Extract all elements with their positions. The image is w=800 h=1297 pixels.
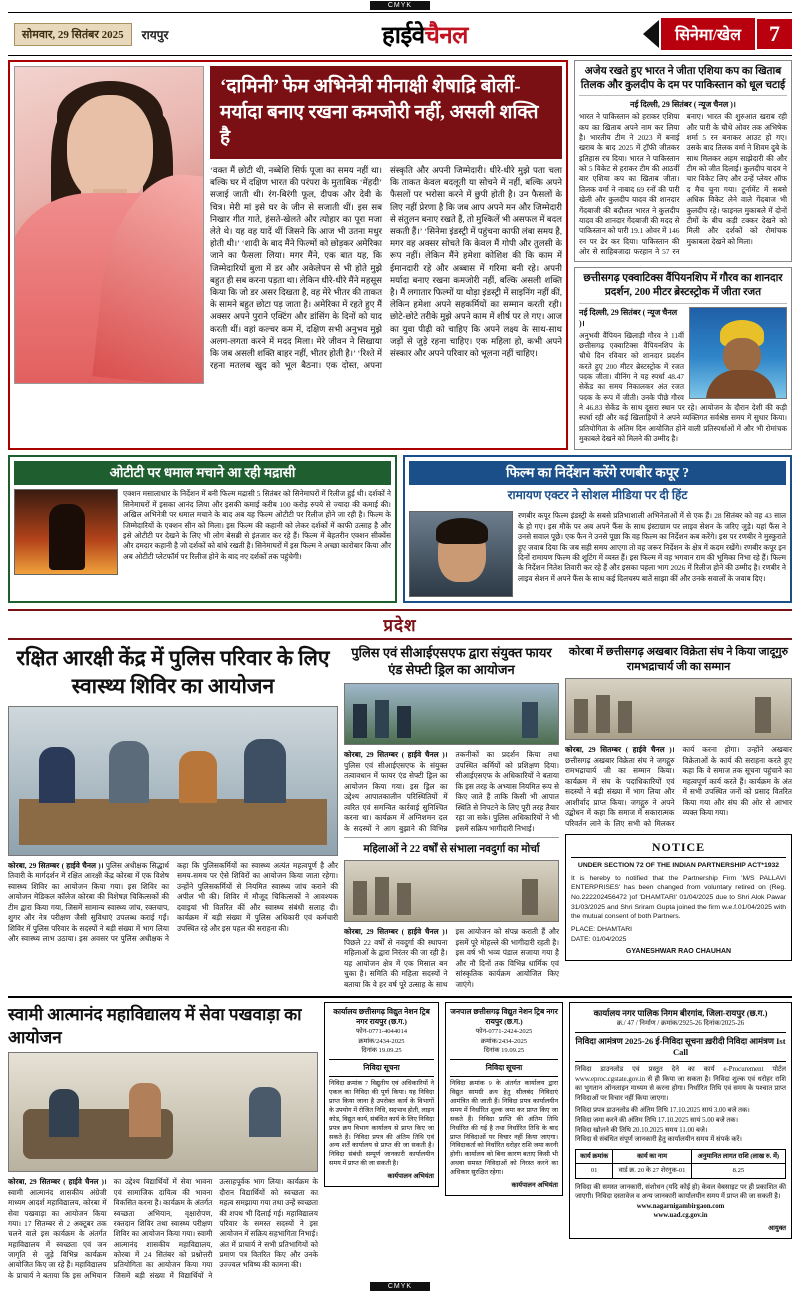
movie-ott-article — [8, 455, 397, 604]
photo-shape-table — [19, 799, 327, 845]
right-column — [574, 60, 792, 450]
college-dateline: कोरबा, 29 सितम्बर ( हाईवे चैनल )। — [8, 1177, 107, 1187]
municipal-tender-ad — [569, 1002, 792, 1281]
pradesh-right-headline: कोरबा में छत्तीसगढ़ अखबार विक्रेता संघ ने किया जादूगुरु रामभद्राचार्य जी का सम्मान — [568, 646, 789, 673]
photo-shape-woman-1 — [353, 881, 367, 915]
notice-subtitle: UNDER SECTION 72 OF THE INDIAN PARTNERSHIP ACT*1932 — [577, 862, 780, 870]
photo-shape-officer-3 — [397, 706, 411, 738]
notice-date: DATE: 01/04/2025 — [571, 935, 627, 943]
pradesh-section-band — [8, 609, 792, 640]
tender-body: निविदा डाउनलोड एवं प्रस्तुत देने का कार्य e-Procurement पोर्टल www.eproc.cgstate.gov.in से ही किया जा सकता है। निविदा शुल्क एवं धरोहर राशि का भुगतान ऑनलाइन माध्यम से करना होगा। निर्धारित तिथि एवं समय के पश्चात प्राप्त निविदाओं पर विचार नहीं किया जाएगा। — [575, 1066, 786, 1102]
ad-mid-phone: फोन-0771-2424-2025 — [475, 1028, 533, 1036]
table-cell: वार्ड क्र. 20 के 27 शेरनुक-01 — [613, 1164, 692, 1179]
section-label: सिनेमा/खेल — [661, 18, 755, 50]
movie-ranbir-inner — [409, 511, 786, 597]
issue-date: सोमवार, 29 सितंबर 2025 — [14, 23, 132, 46]
ad-mid-body: निविदा क्रमांक 9 के अंतर्गत कार्यालय द्वारा विद्युत सामग्री क्रय हेतु सीलबंद निविदाएं आमंत्रित की जाती हैं। निविदा प्रपत्र कार्यालयीन समय में निर्धारित शुल्क जमा कर प्राप्त किए जा सकते हैं। निविदा प्राप्ति की अंतिम तिथि निर्धारित की गई है तथा निर्धारित तिथि के बाद प्राप्त निविदाओं पर विचार नहीं किया जाएगा। निविदाकर्ता को निर्धारित धरोहर राशि जमा करनी होगी। कार्यालय को बिना कारण बताए किसी भी अथवा समस्त निविदाओं को निरस्त करने का अधिकार सुरक्षित रहेगा। — [450, 1079, 558, 1177]
tender-website-1[interactable]: www.nagarnigambirgaon.com — [636, 1202, 725, 1210]
movie-ott-headline: ओटीटी पर धमाल मचाने आ रही मद्रासी — [14, 461, 391, 486]
logo-main: हाईवे — [382, 22, 425, 49]
notice-body: It is hereby to notified that the Partnership Firm 'M/S PALLAVI ENTERPRISES' has been changed from voluntary retired on (Reg. No.222202456472 )of 'DHAMTARI' 01/04/2025 due to Shri Alok Pawar 31/03/2025 and Shri Sriram Gupta joined the firm w.e.f.01/04/2025 with the mutual consent of both Partners. — [571, 874, 786, 921]
masthead-left — [8, 13, 308, 55]
divider — [575, 1061, 786, 1062]
photo-shape-swimmer-body — [706, 370, 776, 399]
swimming-headline: छत्तीसगढ़ एक्वाटिक्स वैंपियनशिप में गौरव का शानदार प्रदर्शन, 200 मीटर ब्रेस्टस्ट्रोक में जीता रजत — [579, 272, 787, 303]
tender-website-2[interactable]: www.uad.cg.gov.in — [653, 1212, 708, 1220]
ad-left-refno: क्रमांक/2434-2025 — [358, 1037, 405, 1045]
ad-mid-office: जनपाल छत्तीसगढ़ विद्युत नेशन ट्रिब नगर रायपुर (छ.ग.) — [450, 1007, 558, 1027]
pradesh-row — [8, 645, 792, 990]
cmyk-label-bottom: CMYK — [370, 1282, 430, 1291]
pradesh-right-text — [565, 745, 792, 829]
tender-box — [569, 1002, 792, 1239]
movie-ranbir-article — [403, 455, 792, 604]
tender-office: कार्यालय नगर पालिक निगम बीरगांव, जिला-रायपुर (छ.ग.) — [593, 1008, 768, 1019]
navdurga-text — [344, 927, 559, 990]
actress-photo — [14, 66, 204, 384]
tender-line-3: निविदा खोलने की तिथि 20.10.2025 समय 11.00 बजे। — [575, 1126, 708, 1134]
ad-left-body: निविदा क्रमांक 7 विद्युतीय एवं अधिकारियों ने एकल का निविदा की पूर्ण किया। यह निविदा प्राप्त किया जाना है उपरोक्त कार्य के विभागों के उपयोग में रोजित निधि, सदभाव होती, लाइन कोड, विद्युत कार्य, संबंधित कार्य के लिए निविदा प्रपत्र क्रय विभाग कार्यालय से प्राप्त किए जा सकते हैं। निविदा प्रपत्र की अंतिम तिथि एवं अन्य शर्तें कार्यालय से प्राप्त की जा सकती है। निविदा संबंधी सम्पूर्ण जानकारी कार्यालयीन समय में प्राप्त की जा सकती है। — [329, 1079, 434, 1168]
ad-left-box — [324, 1002, 439, 1186]
navdurga-photo — [344, 860, 559, 922]
felicitation-photo — [565, 678, 792, 740]
table-header-cell: कार्य क्रमांक — [576, 1149, 613, 1164]
tender-table — [575, 1149, 786, 1179]
swimmer-photo — [689, 307, 787, 399]
movie-ott-body: एक्शन मसालाधार के निर्देशन में बनी फिल्म मद्रासी 5 सितंबर को सिनेमाघरों में रिलीज हुई थी। दर्शकों ने सिनेमाघरों में इसका आनंद लिया और इसकी कमाई करीब 100 करोड़ रुपये से ज्यादा की कमाई की। अखिल अभिनेत्री पर धमाल मचाने के बाद अब यह फिल्म ओटीटी पर रिलीज होने जा रही है। फिल्म के जिम्मेदारियों के एक्शन सीन को मिला। इस फिल्म की कहानी को लेकर दर्शकों में काफी उत्साह है और इसे ओटीटी पर देखने के लिए भी लोग बेसब्री से इंतजार कर रहे हैं। फिल्म में बेहतरीन एक्शन सीक्वेंस और दमदार कहानी है जो दर्शकों को बांधे रखती है। सिनेमाघरों में इस फिल्म ने अच्छा कारोबार किया और अब ओटीटी प्लेटफॉर्म पर रिलीज होने के बाद नए दर्शकों तक पहुंचेगी। — [123, 489, 391, 561]
photo-shape-person-2 — [109, 741, 149, 803]
movie-ranbir-body: रणबीर कपूर फिल्म इंडस्ट्री के सबसे प्रतिभाशाली अभिनेताओं में से एक हैं। 28 सितंबर को वह 43 साल के हो गए। इस मौके पर अब अपने फैंस के साथ इंस्टाग्राम पर लाइव सेशन के जरिए जुड़े। यहां फैंस ने उनसे सवाल पूछे। एक फैन ने उनसे पूछा कि वह फिल्म का निर्देशन कब करेंगे। इस पर रणबीर ने मुस्कुराते हुए जवाब दिया कि जब सही समय आएगा तो वह जरूर निर्देशन के क्षेत्र में कदम रखेंगे। रणबीर कपूर इन दिनों रामायण फिल्म की शूटिंग में व्यस्त हैं। इस फिल्म में वह भगवान राम की भूमिका निभा रहे हैं। फिल्म के निर्देशन नितेश तिवारी कर रहे हैं और इसका पहला भाग 2026 में रिलीज होने की उम्मीद है। रणबीर ने लाइव सेशन में अपने फैंस के साथ कई दिलचस्प बातें साझा कीं और उनके सवालों के जवाब दिए। — [518, 511, 786, 583]
pradesh-mid-article — [344, 645, 559, 990]
notice-place: PLACE: DHAMTARI — [571, 925, 633, 933]
ad-mid-box — [445, 1002, 563, 1195]
pradesh-mid-headline: पुलिस एवं सीआईएसएफ द्वारा संयुक्त फायर एंड सेफ्टी ड्रिल का आयोजन — [351, 645, 552, 678]
swimming-news — [574, 267, 792, 449]
pradesh-mid-text — [344, 750, 559, 834]
college-text — [8, 1177, 318, 1281]
pradesh-right-article — [565, 645, 792, 990]
divider — [344, 837, 559, 838]
feature-body: ‘वक्त मैं छोटी थी, नब्बेशि सिर्फ पूजा का समय नहीं था। बल्कि घर में दक्षिण भारत की परंपरा के मुताबिक ‘मेंहदी’ सजाई जाती थी। रंग-बिरंगी फूल, दीपक और देवी के चित्र। मेरी मां इसे घर के जीन से सजाती थीं। इस सब निखार गीत गाते, हंसते-खेलते और त्योहार का पूरा मजा लेते थे। यह वह यादें थीं जिसने कि आज भी उतना मधुर होती थी।’ ‘शादी के बाद मैंने फिल्मों को छोड़कर अमेरिका जाने का फैसला लिया। मगर मैंने, एक बात यह, कि जिम्मेदारियों बुला में डर और अकेलेपन से भी होते मुझे बहुत ही सब करना पड़ता था। लेकिन धीरे-धीरे मैंने महसूस किया कि जो डर असर दिखता है, वह मेरे भीतर की ताकत के सामने बहुत छोटा पड़ जाता है। अमेरिका में रहते हुए मैं अक्सर अपने पुराने एक्टिंग और डांसिंग के दिनों को याद करती थीं। वहां कल्चर कम में, दक्षिण सभी अनुभव मुझे अलग-लगता करने में मदद मिला। मेरे जीवन ने सिखाया कि जब असली शक्ति बाहर नहीं, भीतर होती है।’ ‘रिश्ते में रहना मतलब खुद को भूल बैठना। एक दोस्त, अपना संस्कृति और अपनी जिम्मेदारी। धीरे-धीरे मुझे पता चला कि ताकत केवल बदलूती या सोचने में नहीं, बल्कि अपने फैसलों पर भरोसा करने में छुपी होती है। उन फैसलों के लिए नहीं प्रेरणा है कि जब आप अपने मन और जिम्मेदारी से संतुलन बनाए रखते हैं, तो मुश्किलें भी असफल में बदल सकती हैं।’ ‘सिनेमा इंडस्ट्री में पहुंचना काफी लंबा समय है, मगर वह अक्सर सोचते कि केवल मैं गोपी और तुलसी के रूप नहीं। लेकिन मैंने हमेशा कोशिश की कि काम में ईमानदारी रहे और अब्बास में गरिमा बनी रहे। अपनी मर्यादा बनाए रखना कमजोरी नहीं, बल्कि असली शक्ति है। मैं लगातार फिल्मों या थोड़ा इंडस्ट्री में साइनिंग नहीं कीं, लेकिन हमेशा अपने सहकर्मियों का सम्मान करती रही। छोटे-छोटे तरीके मुझे अपने काम में शीर्ष पर ले गए। आज का युवा पीढ़ी को चाहिए कि अपने लक्ष्य के साथ-साथ जड़ों से जुड़े रहना चाहिए। एक महिला हो, कभी अपने संस्कार और अपने परिवार को भूलना नहीं चाहिए। — [210, 164, 562, 371]
photo-shape-woman-2 — [375, 877, 389, 915]
ad-left-date: दिनांक 19.09.25 — [361, 1047, 402, 1055]
photo-shape-guest-4 — [755, 697, 771, 733]
pradesh-main-headline: रक्षित आरक्षी केंद्र में पुलिस परिवार के लिए स्वास्थ्य शिविर का आयोजन — [16, 646, 330, 699]
navdurga-headline: महिलाओं ने 22 वर्षों से संभाला नवदुर्गा का मोर्चा — [363, 844, 540, 856]
feature-text — [210, 66, 562, 384]
photo-shape-officer-4 — [522, 702, 538, 738]
ad-mid-date: दिनांक 19.09.25 — [483, 1047, 525, 1055]
pradesh-main-dateline-body — [8, 861, 338, 945]
navdurga-dateline: कोरबा, 29 सितम्बर ( हाईवे चैनल )। — [344, 927, 448, 937]
photo-shape-woman-4 — [522, 879, 538, 915]
bottom-row — [8, 996, 792, 1281]
masthead-logo — [308, 13, 542, 55]
college-article — [8, 1002, 318, 1281]
pradesh-right-body: छत्तीसगढ़ अखबार विक्रेता संघ ने जगद्गुरु रामभद्राचार्य जी का सम्मान किया। कार्यक्रम में संघ के पदाधिकारियों एवं सदस्यों ने बड़ी संख्या में भाग लिया और आशीर्वाद प्राप्त किया। जगद्गुरु ने अपने उद्बोधन में कहा कि समाज में सकारात्मक परिवर्तन लाने के लिए सभी को मिलकर कार्य करना होगा। उन्होंने अखबार विक्रेताओं के कार्य की सराहना करते हुए कहा कि वे समाज तक सूचना पहुंचाने का महत्वपूर्ण कार्य करते हैं। कार्यक्रम के अंत में सभी उपस्थित जनों को प्रसाद वितरित किया गया और संघ की ओर से आभार व्यक्त किया गया। — [565, 745, 792, 828]
health-camp-photo — [8, 706, 338, 856]
pradesh-right-dateline: कोरबा, 29 सितम्बर ( हाईवे चैनल )। — [565, 745, 675, 755]
photo-shape-officer-2 — [375, 700, 389, 738]
tender-line-4: निविदा से संबंधित संपूर्ण जानकारी हेतु कार्यालयीन समय में संपर्क करें। — [575, 1136, 742, 1144]
photo-shape-attendee-1 — [49, 1089, 79, 1137]
swimming-body: अनुभवी वैंपियन खिलाड़ी गौरव ने 11वीं छत्तीसगढ़ एक्वाटिक्स वैंपियनशिप के चौथे दिन रविवार को शानदार प्रदर्शन करते हुए 200 मीटर ब्रेस्टस्ट्रोक में रजत पदक जीता। वीनिंग ने यह स्पर्धा 48.47 सेकेंड का समय निकालकर अंत रजत पदक के रूप में जीती। उनके पीछे गौरव ने 46.83 सेकेंड के साथ दूसरा स्थान पर रहे। आयोजन के दौरान देशी की कड़ी स्पर्धा रही और कई खिलाड़ियों ने अपने व्यक्तिगत सर्वश्रेष्ठ समय में सुधार किया। प्रतियोगिता के अंतिम दिन आयोजित होने वाली प्रतिस्पर्धाओं में और भी रोमांचक मुकाबले देखने को मिलने की उम्मीद है। — [579, 330, 787, 444]
photo-shape-actor — [49, 504, 85, 570]
photo-shape-guest-3 — [618, 701, 632, 733]
college-headline: स्वामी आत्मानंद महाविद्यालय में सेवा पखवाड़ा का आयोजन — [8, 1005, 302, 1048]
photo-shape-swimmer-face — [723, 338, 761, 374]
photo-shape-attendee-2 — [129, 1083, 161, 1137]
arrow-left-icon — [643, 20, 659, 48]
cricket-headline: अजेय रखते हुए भारत ने जीता एशिया कप का खिताब तिलक और कुलदीप के दम पर पाकिस्तान को धूल चटाई — [579, 65, 787, 96]
cmyk-label-top: CMYK — [370, 1, 430, 10]
divider — [329, 1076, 434, 1077]
table-row — [576, 1164, 786, 1179]
divider — [450, 1059, 558, 1060]
cinema-row — [8, 455, 792, 604]
feature-inner — [14, 66, 562, 384]
divider — [329, 1059, 434, 1060]
feature-article — [8, 60, 568, 450]
movie-poster-photo — [14, 489, 118, 575]
pradesh-main-body: पुलिस अधीक्षक सिद्धार्थ तिवारी के मार्गदर्शन में रक्षित आरक्षी केंद्र कोरबा में एक विशेष स्वास्थ्य शिविर का आयोजन किया गया। इस शिविर का आयोजन मेडिकल कॉलेज कोरबा की विशेषज्ञ चिकित्सकों की टीम द्वारा किया गया, जिसमें सामान्य स्वास्थ्य जांच, रक्तचाप, शुगर और नेत्र परीक्षण जैसी सुविधाएं उपलब्ध कराई गईं। शिविर में पुलिस परिवार के सदस्यों ने बड़ी संख्या में भाग लिया और स्वास्थ्य लाभ उठाया। इस अवसर पर पुलिस अधीक्षक ने कहा कि पुलिसकर्मियों का स्वास्थ्य अत्यंत महत्वपूर्ण है और समय-समय पर ऐसे शिविरों का आयोजन किया जाता रहेगा। उन्होंने पुलिसकर्मियों से नियमित स्वास्थ्य जांच कराने की अपील भी की। शिविर में मौजूद चिकित्सकों ने आवश्यक दवाइयां भी वितरित कीं और स्वास्थ्य संबंधी सलाह दी। कार्यक्रम में बड़ी संख्या में पुलिस अधिकारी एवं कर्मचारी उपस्थित रहे और इस पहल की सराहना की। — [8, 860, 338, 944]
masthead-right — [542, 13, 792, 55]
edition-city: रायपुर — [141, 27, 169, 42]
tender-foot-note: निविदा की समस्त जानकारी, संशोधन (यदि कोई हो) केवल वेबसाइट पर ही प्रकाशित की जाएगी। निविदा दस्तावेज व अन्य जानकारी कार्यालयीन समय में प्राप्त की जा सकती है। — [575, 1183, 786, 1201]
pradesh-mid-body: पुलिस एवं सीआईएसएफ के संयुक्त तत्वावधान में फायर एंड सेफ्टी ड्रिल का आयोजन किया गया। इस ड्रिल का उद्देश्य आपातकालीन परिस्थितियों में त्वरित एवं समन्वित कार्रवाई सुनिश्चित करना था। कार्यक्रम में अग्निशमन दल के सदस्यों ने आग बुझाने की विभिन्न तकनीकों का प्रदर्शन किया तथा उपस्थित कर्मियों को प्रशिक्षण दिया। सीआईएसएफ के अधिकारियों ने बताया कि इस तरह के अभ्यास नियमित रूप से किए जाते हैं ताकि किसी भी आपात स्थिति से निपटने के लिए पूरी तरह तैयार रहा जा सके। पुलिस अधिकारियों ने भी इसमें सक्रिय भागीदारी निभाई। — [344, 750, 559, 833]
notice-title: NOTICE — [571, 840, 786, 858]
table-header-row — [576, 1149, 786, 1164]
table-cell: 8.25 — [691, 1164, 785, 1179]
table-header-cell: अनुमानित लागत राशि (लाख रु. में) — [691, 1149, 785, 1164]
feature-headline: ‘दामिनी’ फेम अभिनेत्री मीनाक्षी शेषाद्रि बोलीं- मर्यादा बनाए रखना कमजोरी नहीं, असली शक्ति है — [210, 66, 562, 159]
cricket-dateline: नई दिल्ली, 29 सितंबर ( न्यूज चैनल )। — [630, 100, 736, 110]
tender-ad-left — [324, 1002, 439, 1281]
divider — [575, 1032, 786, 1033]
tender-sign: आयुक्त — [768, 1224, 786, 1232]
page-number: 7 — [755, 19, 792, 49]
ad-mid-sign: कार्यपालन अभियंता — [511, 1182, 558, 1190]
photo-shape-ranbir-hair — [436, 518, 488, 544]
logo-accent: चैनल — [424, 22, 468, 49]
logo-text — [382, 18, 468, 51]
swimming-dateline: नई दिल्ली, 29 सितंबर ( न्यूज चैनल )। — [579, 307, 678, 328]
pradesh-main-dateline: कोरबा, 29 सितम्बर ( हाईवे चैनल )। — [8, 860, 104, 870]
photo-shape-woman-3 — [397, 883, 411, 915]
photo-shape-person-4 — [244, 739, 286, 803]
pradesh-main-article — [8, 645, 338, 990]
tender-ref: क्र./ 47 / निर्माण / क्रमांक/2925-26 दिनांक/2025-26 — [616, 1020, 745, 1028]
navdurga-body: पिछले 22 वर्षों से नवदुर्गा की स्थापना महिलाओं के द्वारा निरंतर की जा रही है। यह आयोजन क्षेत्र में एक मिसाल बन चुका है। समिति की महिला सदस्यों ने बताया कि वे हर वर्ष पूरे उत्साह के साथ इस आयोजन को संपन्न कराती हैं और इसमें पूरे मोहल्ले की भागीदारी रहती है। इस वर्ष भी भव्य पंडाल सजाया गया है और नौ दिनों तक विभिन्न धार्मिक एवं सांस्कृतिक कार्यक्रम आयोजित किए जाएंगे। — [344, 927, 559, 989]
photo-shape-attendee-3 — [249, 1087, 281, 1137]
cmyk-top-bar — [8, 0, 792, 12]
cmyk-bottom-bar — [8, 1281, 792, 1293]
ranbir-photo — [409, 511, 513, 597]
photo-shape-person-3 — [179, 751, 217, 803]
ad-mid-refno: क्रमांक/2434-2025 — [480, 1037, 528, 1045]
ad-left-title: निविदा सूचना — [363, 1062, 400, 1072]
photo-shape-guest-2 — [596, 695, 610, 733]
ad-left-phone: फोन-0771-4044014 — [355, 1028, 408, 1036]
movie-ranbir-headline: फिल्म का निर्देशन करेंगे रणबीर कपूर ? — [409, 461, 786, 486]
photo-shape-person-1 — [39, 747, 75, 803]
tender-title: निविदा आमंत्रण 2025-26 ई-निविदा सूचना ख़रीदी निविदा आमंत्रण Ist Call — [575, 1036, 786, 1058]
pradesh-mid-dateline: कोरबा, 29 सितम्बर ( हाईवे चैनल )। — [344, 750, 448, 760]
movie-ranbir-subhead: रामायण एक्टर ने सोशल मीडिया पर दी हिंट — [507, 488, 688, 503]
photo-shape-guest-1 — [574, 699, 588, 733]
tender-ad-mid — [445, 1002, 563, 1281]
table-cell: 01 — [576, 1164, 613, 1179]
top-area — [8, 60, 792, 450]
fire-drill-photo — [344, 683, 559, 745]
ad-left-sign: कार्यपालन अभियंता — [387, 1173, 434, 1181]
masthead — [8, 12, 792, 56]
tender-line-1: निविदा प्रपत्र डाउनलोड की अंतिम तिथि 17.10.2025 सायं 3.00 बजे तक। — [575, 1107, 750, 1115]
photo-shape-face — [67, 95, 153, 203]
movie-ott-inner — [14, 489, 391, 575]
college-photo — [8, 1052, 318, 1172]
cricket-body: भारत ने पाकिस्तान को हराकर एशिया कप का खिताब अपने नाम कर लिया है। भारतीय टीम ने 2023 में बनाई खराब के बाद 2025 में ट्रॉफी जीतकर इतिहास रच दिया। भारत ने पाकिस्तान को 5 विकेट से हराकर टीम की आठवीं बार एशिया कप का खिताब जीता। तिलक वर्मा ने नाबाद 69 रनों की पारी खेली और कुलदीप यादव की शानदार गेंदबाजी की बदौलत भारत ने कुलदीप यादव की शानदार गेंदबाजी की मदद से पाकिस्तान को पारी 19.1 ओवर में 146 रन पर ढेर कर दिया। पाकिस्तान की ओर से साहिबजादा फरहान ने 57 रन बनाए। भारत की शुरुआत खराब रही और पारी के चौथे ओवर तक अभिषेक शर्मा 5 रन बनाकर आउट हो गए। उसके बाद तिलक वर्मा ने शिवम दुबे के साथ मिलकर अहम साझेदारी की और टीम को जीत दिलाई। कुलदीप यादव ने चार विकेट लिए और उन्हें प्लेयर ऑफ द मैच चुना गया। टूर्नामेंट में सबसे अधिक विकेट लेने वाले गेंदबाज भी कुलदीप रहे। फाइनल मुकाबले में दोनों टीमों के बीच कड़ी टक्कर देखने को मिली और दर्शकों को रोमांचक मुकाबला देखने को मिला। — [579, 112, 787, 256]
ad-left-office: कार्यालय छत्तीसगढ़ विद्युत नेशन ट्रिब नगर रायपुर (छ.ग.) — [333, 1007, 430, 1027]
notice-ad — [565, 834, 792, 961]
college-body: स्वामी आत्मानंद शासकीय अंग्रेजी माध्यम आदर्श महाविद्यालय, कोरबा में सेवा पखवाड़ा का आयोजन किया गया। 17 सितम्बर से 2 अक्टूबर तक चलने वाले इस कार्यक्रम के अंतर्गत महाविद्यालय में स्वच्छता एवं जन जागृति से जुड़े विभिन्न कार्यक्रम आयोजित किए जा रहे हैं। महाविद्यालय के प्राचार्य ने बताया कि इस अभियान का उद्देश्य विद्यार्थियों में सेवा भावना एवं सामाजिक दायित्व की भावना विकसित करना है। कार्यक्रम के अंतर्गत स्वच्छता अभियान, वृक्षारोपण, रक्तदान शिविर तथा स्वास्थ्य परीक्षण शिविर का आयोजन किया गया। स्वामी आत्मानंद शासकीय महाविद्यालय, कोरबा में 24 सितंबर को प्रश्नोत्तरी प्रतियोगिता का आयोजन किया गया जिसमें बड़ी संख्या में विद्यार्थियों ने उत्साहपूर्वक भाग लिया। कार्यक्रम के दौरान विद्यार्थियों को स्वच्छता का महत्व समझाया गया तथा उन्हें स्वच्छता की शपथ भी दिलाई गई। महाविद्यालय परिवार के समस्त सदस्यों ने इस आयोजन में सक्रिय सहभागिता निभाई। अंत में प्राचार्य ने सभी प्रतिभागियों को प्रमाण पत्र वितरित किए और उनके उज्ज्वल भविष्य की कामना की। — [8, 1177, 318, 1280]
divider — [450, 1076, 558, 1077]
tender-line-2: निविदा जमा करने की अंतिम तिथि 17.10.2025 सायं 5.00 बजे तक। — [575, 1116, 739, 1124]
table-header-cell: कार्य का नाम — [613, 1149, 692, 1164]
cricket-news — [574, 60, 792, 262]
ad-mid-title: निविदा सूचना — [485, 1062, 523, 1072]
pradesh-label: प्रदेश — [383, 616, 417, 636]
notice-signatory: GYANESHWAR RAO CHAUHAN — [625, 948, 732, 956]
photo-shape-officer-1 — [353, 704, 367, 738]
